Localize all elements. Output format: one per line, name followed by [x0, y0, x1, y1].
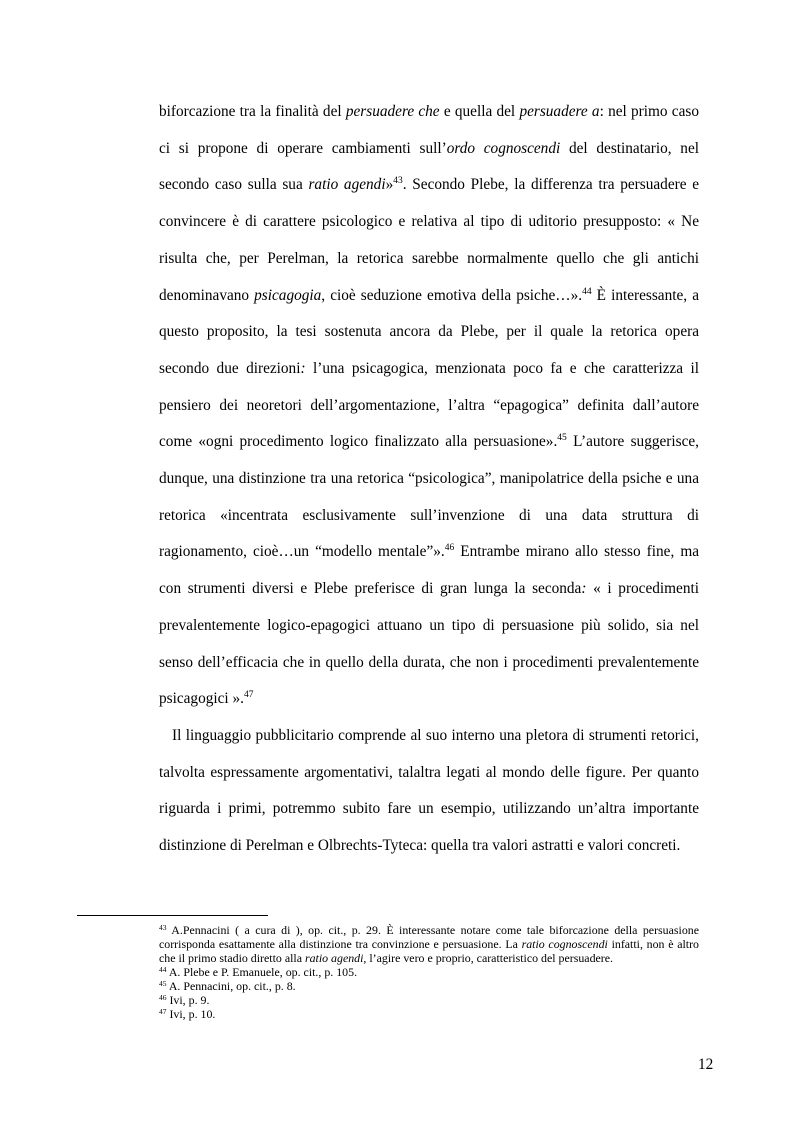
footnote-ref-46: 46	[444, 543, 455, 554]
footnote-45: $^{45}$ A. Pennacini, op. cit., p. 8.	[159, 979, 296, 993]
page-number: 12	[698, 1056, 714, 1073]
paragraph-1: biforcazione tra la finalità del persuadere che e quella del persuadere a: nel primo caso ci si propone di operare cambiamenti sull’ordo cognoscendi del destinatario, nel secondo caso sulla sua ratio agendi»$^{43}$. Secondo Plebe, la differenza tra persuadere e convincere è di carattere psicologico e relativa al tipo di uditorio presupposto: « Ne risulta che, per Perelman, la retorica sarebbe normalmente quello che gli antichi denominavano psicagogia, cioè seduzione emotiva della psiche…».$^{44}$ È interessante, a questo proposito, la tesi sostenuta ancora da Plebe, per il quale la retorica opera secondo due direzioni: l’una psicagogica, menzionata poco fa e che caratterizza il pensiero dei neoretori dell’argomentazione, l’altra “epagogica” definita dall’autore come «ogni procedimento logico finalizzato alla persuasione».$^{45}$ L’autore suggerisce, dunque, una distinzione tra una retorica “psicologica”, manipolatrice della psiche e una retorica «incentrata esclusivamente sull’invenzione di una data struttura di ragionamento, cioè…un “modello mentale”».$^{46}$ Entrambe mirano allo stesso fine, ma con strumenti diversi e Plebe preferisce di gran lunga la seconda: « i procedimenti prevalentemente logico-epagogici attuano un tipo di persuasione più solido, sia nel senso dell’efficacia che in quello della durata, che non i procedimenti prevalentemente psicagogici ».$^{47}$	[159, 103, 700, 708]
footnote-47: $^{47}$ Ivi, p. 10.	[159, 1007, 216, 1021]
footnote-ref-47: 47	[243, 690, 254, 701]
footnote-separator	[77, 915, 268, 916]
footnote-ref-44: 44	[582, 286, 592, 297]
footnote-46: $^{46}$ Ivi, p. 9.	[159, 993, 210, 1007]
footnotes	[159, 923, 699, 1021]
footnote-ref-45: 45	[557, 433, 567, 444]
paragraph-2: Il linguaggio pubblicitario comprende al suo interno una pletora di strumenti retorici, talvolta espressamente argomentativi, talaltra legati al mondo delle figure. Per quanto riguarda i primi, potremmo subito fare un esempio, utilizzando un’altra importante distinzione di Perelman e Olbrechts-Tyteca: quella tra valori astratti e valori concreti.	[159, 726, 699, 855]
footnote-43: $^{43}$ A.Pennacini ( a cura di ), op. cit., p. 29. È interessante notare come tale biforcazione della persuasione corrisponda esattamente alla distinzione tra convinzione e persuasione. La ratio cognoscendi infatti, non è altro che il primo stadio diretto alla ratio agendi, l’agire vero e proprio, caratteristico del persuadere.	[159, 923, 699, 965]
footnote-ref-43: 43	[393, 176, 403, 187]
body-text	[159, 94, 699, 865]
footnote-44: $^{44}$ A. Plebe e P. Emanuele, op. cit., p. 105.	[159, 965, 358, 979]
